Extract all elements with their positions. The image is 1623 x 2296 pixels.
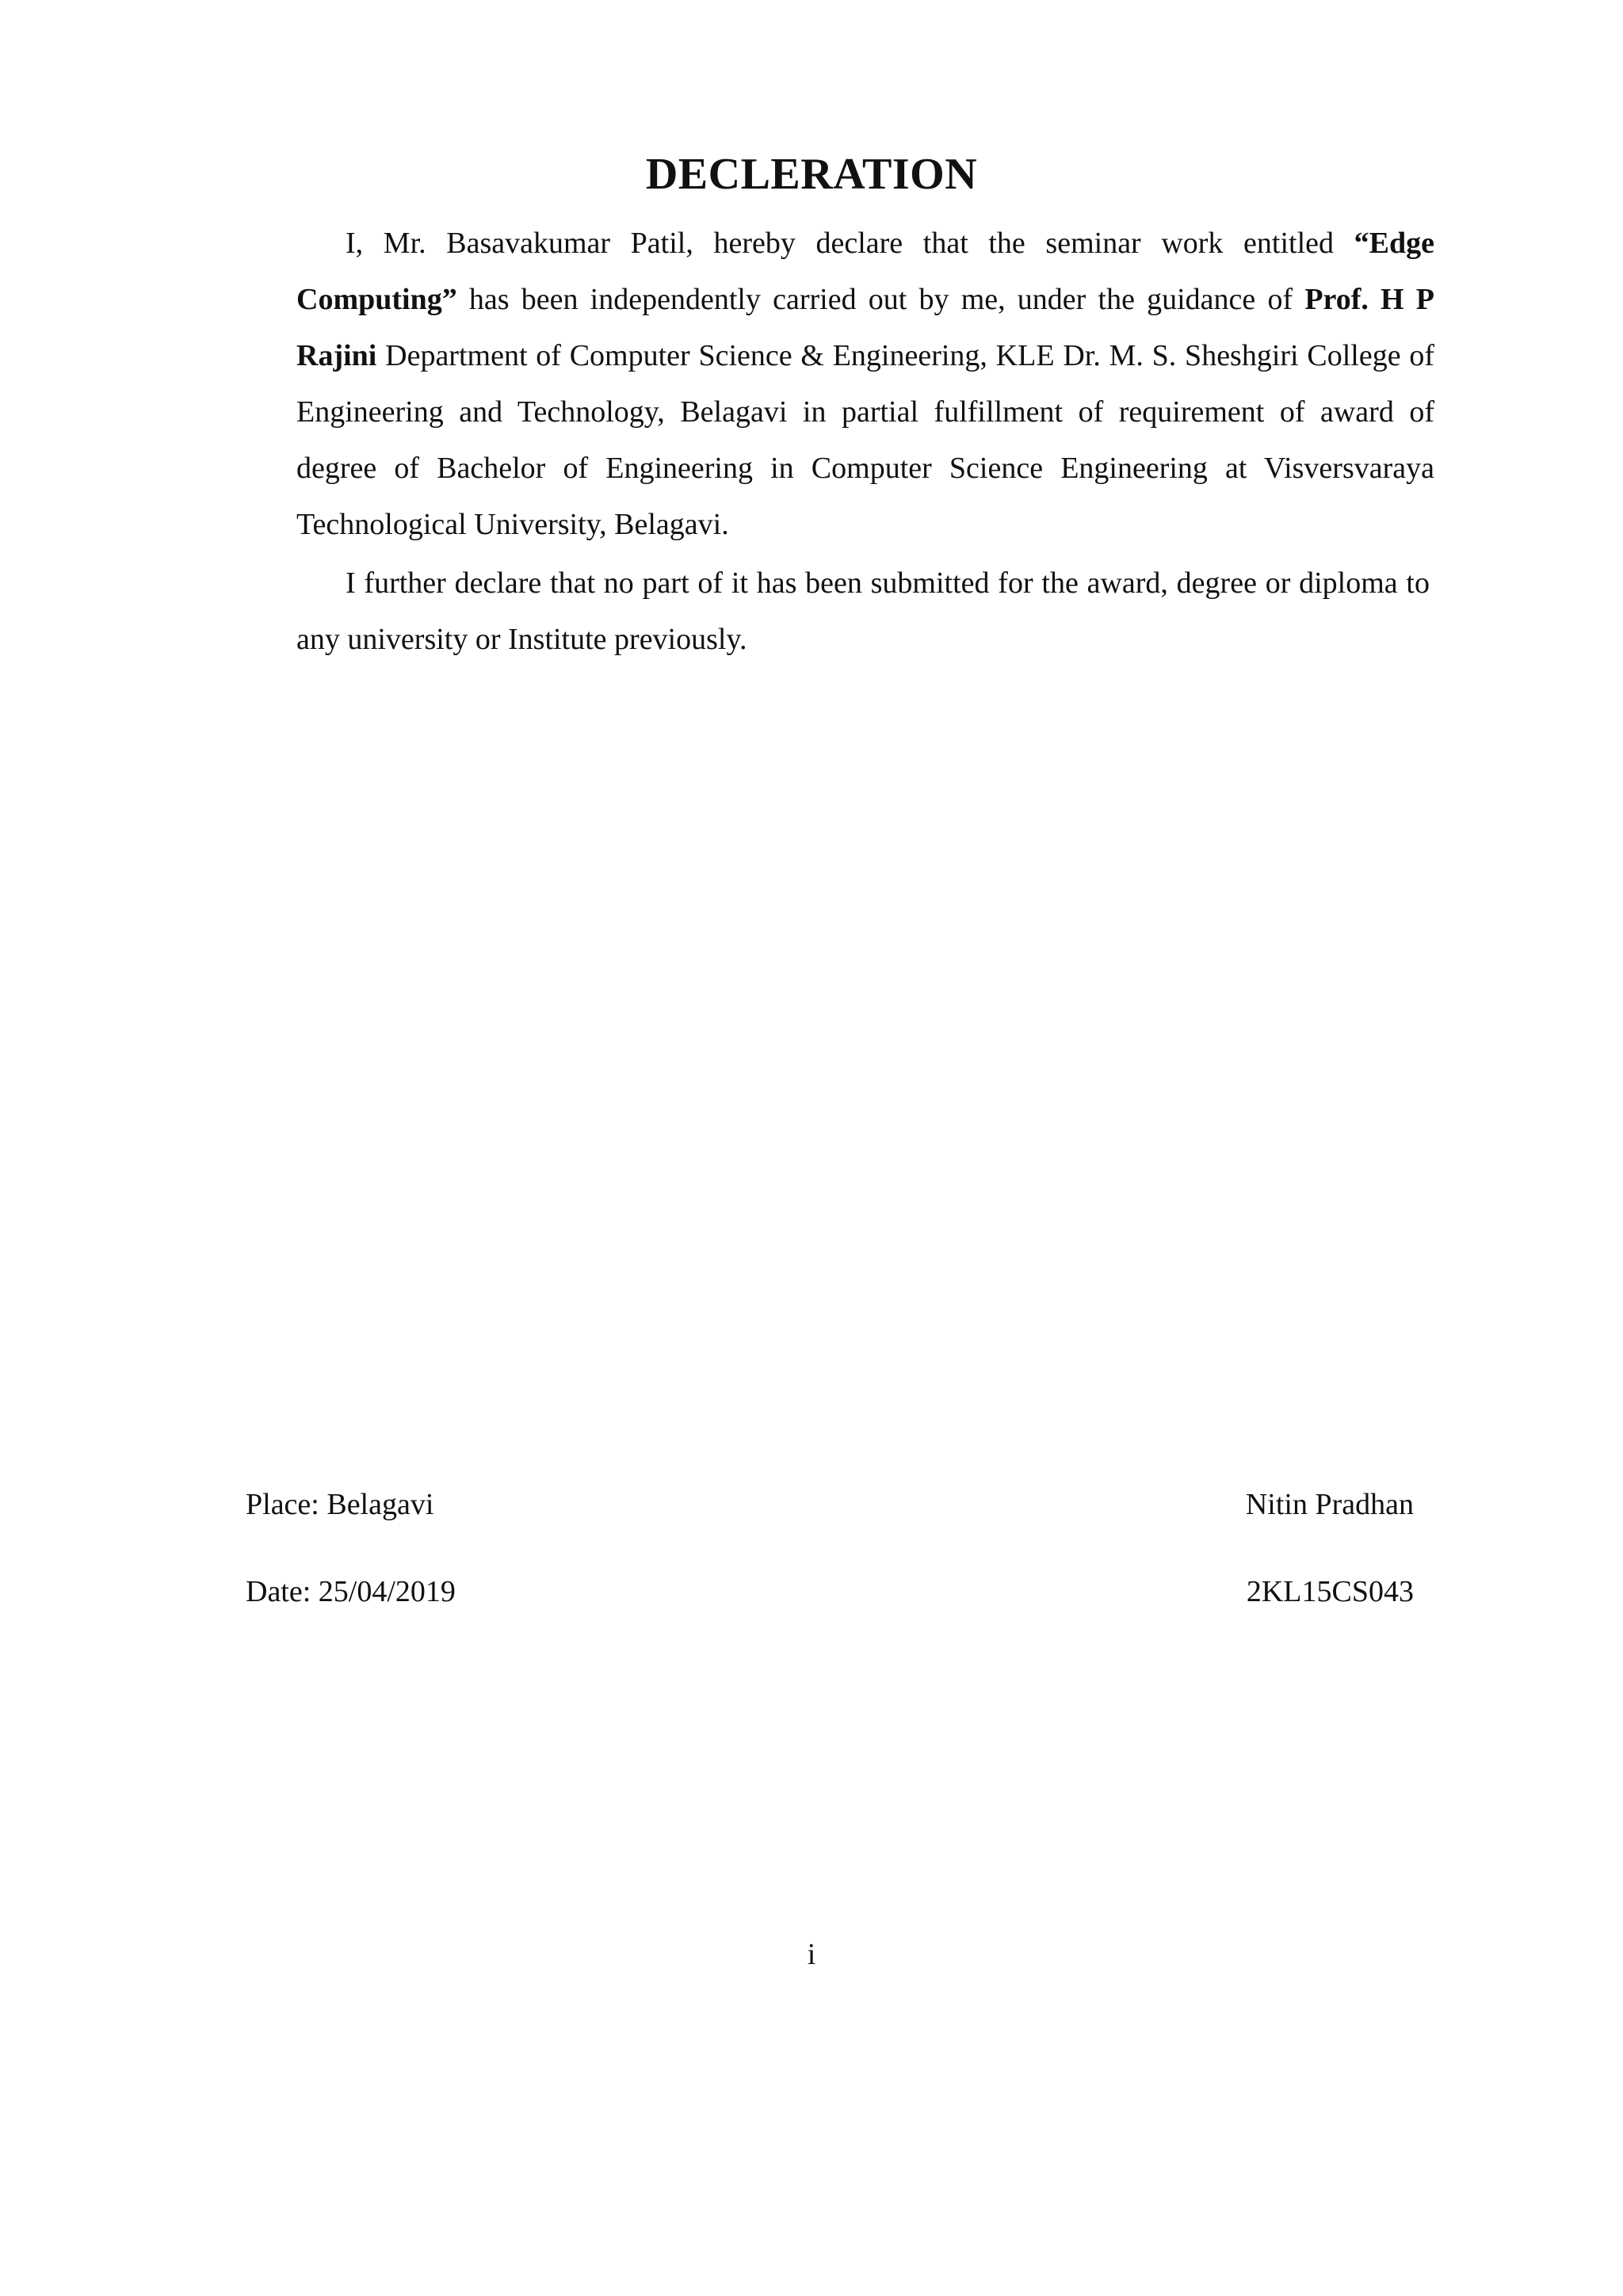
declaration-rest: Department of Computer Science & Engineering, KLE Dr. M. S. Sheshgiri College of Engineering and Technology, Belagavi in partial fulfillment of requirement of award of degree of Bachelor of Engineering in Computer Science Engineering at Visversvaraya Technological University, Belagavi.	[296, 339, 1434, 541]
seminar-title: “Edge Computing”	[296, 227, 1434, 316]
place-label: Place: Belagavi	[246, 1488, 434, 1521]
guide-name: Prof. H P Rajini	[296, 283, 1434, 372]
student-usn: 2KL15CS043	[1246, 1575, 1414, 1608]
page-title: DECLERATION	[645, 150, 978, 199]
date-label: Date: 25/04/2019	[246, 1575, 456, 1608]
page-number: i	[807, 1938, 816, 1971]
declaration-middle: has been independently carried out by me, under the guidance of	[456, 283, 1305, 316]
student-name: Nitin Pradhan	[1245, 1488, 1414, 1521]
declaration-paragraph	[296, 215, 1434, 553]
declaration-intro: I, Mr. Basavakumar Patil, hereby declare that the seminar work entitled	[346, 227, 1354, 260]
further-declaration-paragraph: I further declare that no part of it has been submitted for the award, degree or diploma to any university or Institute previously.	[296, 566, 1430, 656]
